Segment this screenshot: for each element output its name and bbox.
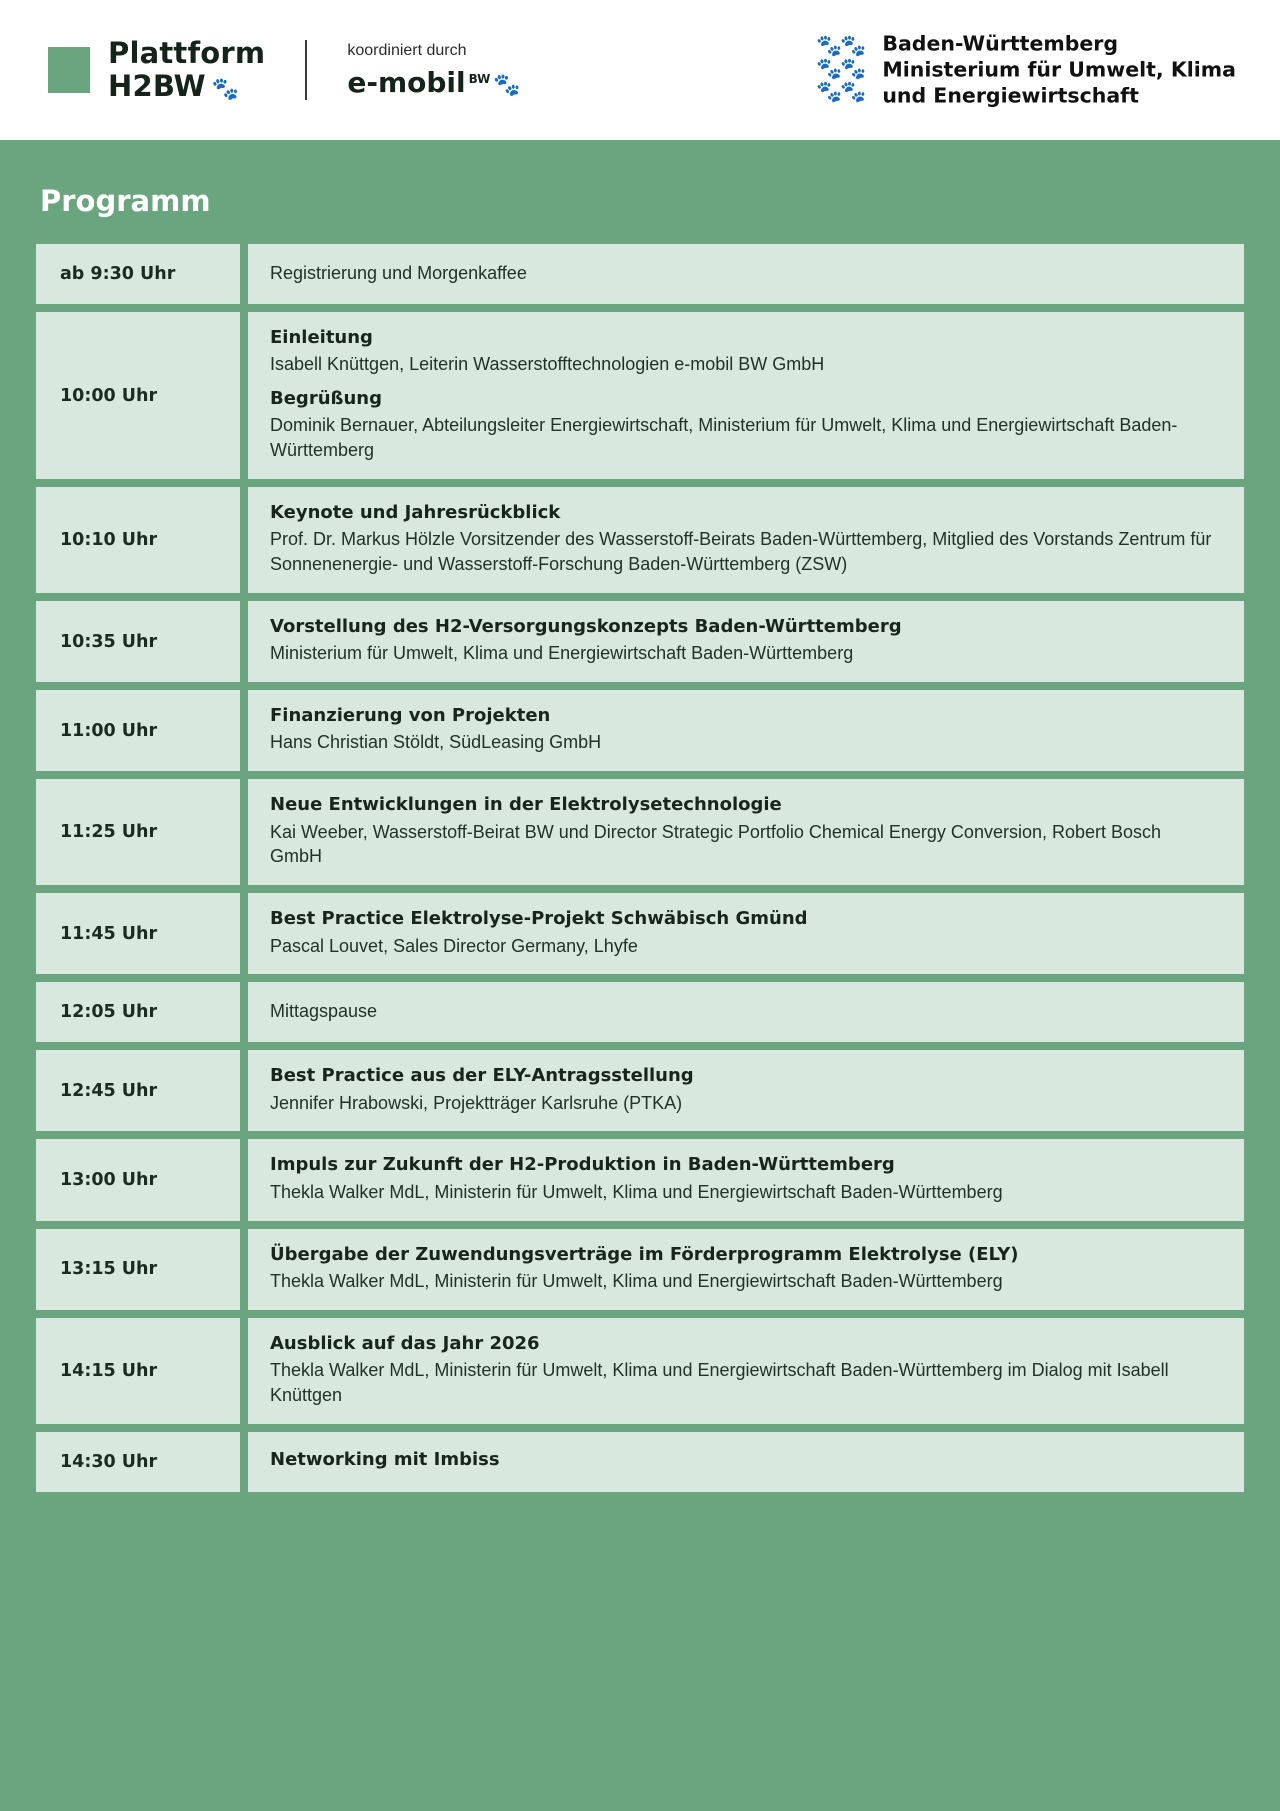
ministry-line-1: Baden-Württemberg [882, 31, 1119, 56]
crest-row-1: 🐾🐾 [816, 35, 865, 59]
plattform-line2 [108, 69, 265, 103]
program-row-content [248, 244, 1244, 304]
program-entry-title: Begrüßung [270, 388, 382, 410]
program-row-content [248, 1432, 1244, 1492]
program-entry [270, 704, 1216, 755]
program-entry-speaker: Kai Weeber, Wasserstoff-Beirat BW und Director Strategic Portfolio Chemical Energy Conversion, Robert Bosch GmbH [270, 821, 1162, 867]
program-entry-title: Übergabe der Zuwendungsverträge im Förderprogramm Elektrolyse (ELY) [270, 1243, 1019, 1265]
program-row-time: 10:00 Uhr [36, 312, 248, 479]
program-row-content [248, 893, 1244, 974]
program-entry-title: Keynote und Jahresrückblick [270, 502, 561, 524]
lion-icon-secondary: 🐾 [493, 72, 520, 98]
program-row-content [248, 982, 1244, 1042]
program-page [0, 140, 1280, 1811]
program-entry [270, 793, 1216, 869]
program-row-time: 12:45 Uhr [36, 1050, 248, 1131]
program-row [36, 244, 1244, 304]
program-row [36, 487, 1244, 593]
program-entry [270, 1153, 1216, 1204]
program-entry-speaker: Pascal Louvet, Sales Director Germany, Lhyfe [270, 935, 638, 956]
program-row-content [248, 487, 1244, 593]
logo-divider [305, 40, 307, 100]
program-row-time: 12:05 Uhr [36, 982, 248, 1042]
program-entry-title: Best Practice Elektrolyse-Projekt Schwäbisch Gmünd [270, 908, 808, 930]
program-entry [270, 907, 1216, 958]
program-entry-speaker: Prof. Dr. Markus Hölzle Vorsitzender des Wasserstoff-Beirats Baden-Württemberg, Mitglied des Vorstands Zentrum für Sonnenenergie- und Wasserstoff-Forschung Baden-Württemberg (ZSW) [270, 529, 1212, 575]
program-row-time: 11:00 Uhr [36, 690, 248, 771]
program-row-time: 14:30 Uhr [36, 1432, 248, 1492]
program-row-content [248, 690, 1244, 771]
program-entry-title: Best Practice aus der ELY-Antragsstellung [270, 1065, 694, 1087]
ministry-line-3: und Energiewirtschaft [882, 84, 1139, 109]
program-row-content [248, 1318, 1244, 1424]
program-entry-speaker: Dominik Bernauer, Abteilungsleiter Energiewirtschaft, Ministerium für Umwelt, Klima und Energiewirtschaft Baden-Württemberg [270, 415, 1178, 461]
crest-row-3: 🐾🐾 [816, 80, 865, 104]
program-entry-title: Einleitung [270, 327, 373, 348]
program-entry [270, 1332, 1216, 1408]
program-row [36, 312, 1244, 479]
program-entry-speaker: Isabell Knüttgen, Leiterin Wasserstofftechnologien e-mobil BW GmbH [270, 354, 825, 375]
program-entry-speaker: Ministerium für Umwelt, Klima und Energiewirtschaft Baden-Württemberg [270, 643, 854, 664]
page-title: Programm [40, 184, 211, 218]
program-row-content [248, 312, 1244, 479]
program-entry-speaker: Hans Christian Stöldt, SüdLeasing GmbH [270, 732, 602, 753]
program-row [36, 1432, 1244, 1492]
program-entry-speaker: Thekla Walker MdL, Ministerin für Umwelt, Klima und Energiewirtschaft Baden-Württemberg [270, 1181, 1003, 1202]
program-row-content [248, 1139, 1244, 1220]
program-entry [270, 501, 1216, 577]
program-entry [270, 326, 1216, 377]
program-row-content [248, 779, 1244, 885]
e-mobil-bw-superscript: BW [468, 71, 491, 86]
program-row-time: 11:25 Uhr [36, 779, 248, 885]
program-entry-title: Vorstellung des H2-Versorgungskonzepts Baden-Württemberg [270, 616, 902, 638]
program-row-time: 14:15 Uhr [36, 1318, 248, 1424]
program-row-time: 10:35 Uhr [36, 601, 248, 682]
program-entry-speaker: Jennifer Hrabowski, Projektträger Karlsruhe (PTKA) [270, 1092, 683, 1113]
ministry-line-2: Ministerium für Umwelt, Klima [882, 57, 1236, 82]
program-row-time: 13:15 Uhr [36, 1229, 248, 1310]
program-row [36, 1229, 1244, 1310]
page-header [0, 0, 1280, 140]
program-entry-speaker: Thekla Walker MdL, Ministerin für Umwelt, Klima und Energiewirtschaft Baden-Württemberg [270, 1270, 1003, 1291]
program-entry-title: Neue Entwicklungen in der Elektrolysetechnologie [270, 794, 782, 816]
program-entry [270, 1243, 1216, 1294]
program-row [36, 1050, 1244, 1131]
program-entry-title: Finanzierung von Projekten [270, 705, 551, 727]
program-entry-speaker: Thekla Walker MdL, Ministerin für Umwelt, Klima und Energiewirtschaft Baden-Württemberg im Dialog mit Isabell Knüttgen [270, 1360, 1169, 1405]
plattform-line1: Plattform [108, 36, 266, 70]
program-row [36, 690, 1244, 771]
e-mobil-bw-wordmark [347, 66, 519, 99]
plattform-h2bw-logo [48, 36, 520, 103]
program-row-time: 10:10 Uhr [36, 487, 248, 593]
program-row [36, 601, 1244, 682]
program-row-time: 11:45 Uhr [36, 893, 248, 974]
program-entry-title: Networking mit Imbiss [270, 1449, 500, 1471]
crest-row-2: 🐾🐾 [816, 58, 865, 82]
green-square-icon [48, 47, 90, 93]
program-row [36, 982, 1244, 1042]
program-row-content [248, 1229, 1244, 1310]
koordiniert-durch-label: koordiniert durch [347, 41, 467, 59]
program-row [36, 1318, 1244, 1424]
program-row [36, 779, 1244, 885]
program-entry [270, 615, 1216, 666]
program-entry [270, 1448, 1216, 1473]
program-entry [270, 387, 1216, 463]
e-mobil-text: e-mobil [347, 65, 466, 99]
program-row-content [248, 601, 1244, 682]
program-row-content [248, 1050, 1244, 1131]
program-row-time: ab 9:30 Uhr [36, 244, 248, 304]
program-entry [270, 1064, 1216, 1115]
program-entry-title: Ausblick auf das Jahr 2026 [270, 1332, 540, 1354]
koordiniert-durch-block [347, 42, 519, 99]
lion-icon: 🐾 [211, 77, 239, 102]
program-entry [270, 999, 1216, 1024]
program-row [36, 893, 1244, 974]
program-row [36, 1139, 1244, 1220]
ministry-name [882, 31, 1236, 110]
program-entry [270, 261, 1216, 286]
program-entry-title: Mittagspause [270, 1000, 378, 1021]
plattform-h2bw-text: H2BW [108, 69, 206, 103]
program-row-time: 13:00 Uhr [36, 1139, 248, 1220]
baden-wuerttemberg-crest-icon [816, 37, 864, 103]
ministry-logo [816, 31, 1236, 110]
program-table [36, 244, 1244, 1492]
plattform-h2bw-wordmark [108, 36, 266, 103]
program-entry-title: Impuls zur Zukunft der H2-Produktion in Baden-Württemberg [270, 1154, 895, 1176]
program-entry-title: Registrierung und Morgenkaffee [270, 262, 527, 283]
